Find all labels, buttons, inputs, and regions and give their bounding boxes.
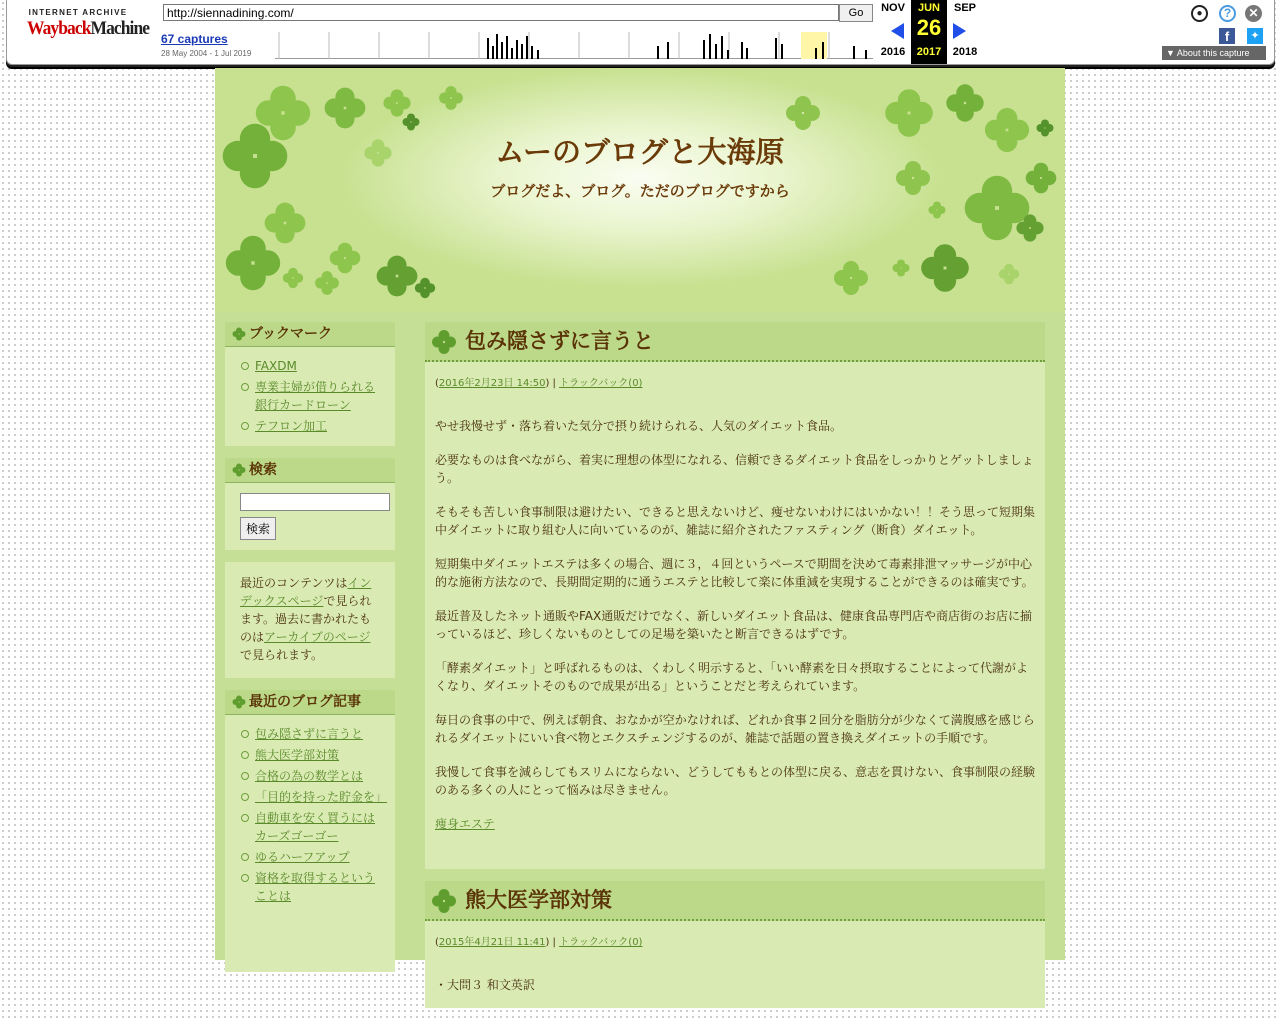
entry-date-link[interactable]: 2015年4月21日 11:41: [438, 937, 546, 948]
list-item: [225, 788, 395, 806]
entry-paragraph: 短期集中ダイエットエステは多くの場合、週に３，４回というペースで期間を決めて毒素排泄マッサージが中心的な施術方法なので、長期間定期的に通うエステと比較して楽に体重減を実現することができるのは確実です。: [435, 557, 1034, 589]
help-icon[interactable]: ?: [1219, 5, 1236, 22]
next-month-col[interactable]: [947, 0, 983, 58]
prev-capture-arrow-icon[interactable]: [891, 23, 904, 39]
entry-body: [425, 389, 1045, 869]
search-input[interactable]: [240, 493, 390, 511]
wayback-toolbar: [6, 0, 1275, 65]
user-icon[interactable]: ●: [1191, 5, 1208, 22]
meta-separator: |: [549, 378, 560, 389]
list-item: [225, 417, 395, 435]
twitter-icon[interactable]: ✦: [1247, 28, 1263, 44]
sidebar-divider: [225, 550, 395, 562]
entry-paragraph: 我慢して食事を減らしてもスリムにならない、どうしてももとの体型に戻る、意志を貫けない、食事制限の経験のある多くの人にとって悩みは尽きません。: [435, 765, 1036, 797]
sidebar-divider: [225, 446, 395, 458]
bookmarks-title: ブックマーク: [249, 326, 333, 342]
entry-meta: (2016年2月23日 14:50) | トラックバック(0): [435, 378, 643, 389]
captures-link[interactable]: 67 captures: [161, 32, 228, 46]
archive-text: で見られます。: [240, 648, 324, 662]
entry-date-link[interactable]: 2016年2月23日 14:50: [438, 378, 546, 389]
list-item: [225, 767, 395, 785]
next-year: 2018: [952, 46, 978, 58]
list-item: [225, 357, 395, 375]
recent-post-link[interactable]: 包み隠さずに言うと: [255, 727, 364, 741]
recent-post-link[interactable]: 合格の為の数学とは: [255, 769, 364, 783]
recent-post-link[interactable]: ゆるハーフアップ: [255, 850, 350, 864]
prev-year: 2016: [880, 46, 906, 58]
entry-title[interactable]: 熊大医学部対策: [465, 888, 612, 912]
trackback-link[interactable]: トラックバック(0): [559, 937, 643, 948]
clover-icon: [232, 695, 246, 709]
recent-post-link[interactable]: 「目的を持った貯金を」: [255, 790, 388, 804]
current-year: 2017: [916, 46, 942, 58]
capture-sparkline[interactable]: [275, 32, 873, 59]
entry-meta: (2015年4月21日 11:41) | トラックバック(0): [435, 937, 643, 948]
clover-icon: [232, 463, 246, 477]
prev-month: NOV: [881, 2, 905, 14]
entry-paragraph: ・大問３ 和文英訳: [435, 978, 535, 992]
about-capture-button[interactable]: ▼ About this capture: [1162, 46, 1266, 60]
current-day: 26: [916, 15, 942, 40]
entry-paragraph: そもそも苦しい食事制限は避けたい、できると思えないけど、痩せないわけにはいかない！！そう思って短期集中ダイエットに取り組む人に向いているのが、雑誌に紹介されたファスティング（断食）ダイエット。: [435, 505, 1036, 537]
main-content: [425, 322, 1045, 1020]
clover-icon: [431, 888, 457, 914]
recent-post-link[interactable]: 資格を取得するということは: [255, 871, 376, 903]
next-month: SEP: [953, 2, 976, 14]
blog-entry: [425, 881, 1045, 1008]
entry-paragraph: やせ我慢せず・落ち着いた気分で摂り続けられる、人気のダイエット食品。: [435, 419, 843, 433]
current-month: JUN: [917, 2, 940, 14]
site-banner: [215, 68, 1065, 312]
about-capture-label: About this capture: [1176, 48, 1250, 58]
wayback-logo-main: [27, 18, 150, 40]
list-item: [225, 725, 395, 743]
wayback-logo-top: INTERNET ARCHIVE: [28, 8, 128, 17]
index-page-link[interactable]: インデックスページ: [240, 576, 372, 608]
next-capture-arrow-icon[interactable]: [953, 23, 966, 39]
list-item: [225, 869, 395, 905]
wayback-logo[interactable]: [27, 8, 150, 48]
list-item: [225, 378, 395, 414]
entry-paragraph: 「酵素ダイエット」と呼ばれるものは、くわしく明示すると、「いい酵素を日々摂取することによって代謝がよくなり、ダイエットそのもので成果が出る」ということだと考えられています。: [435, 661, 1029, 693]
wayback-url-input[interactable]: [163, 4, 839, 21]
entry-spacer: [435, 833, 1035, 855]
entry-paragraph: 毎日の食事の中で、例えば朝食、おなかが空かなければ、どれか食事２回分を脂肪分が少なくて満腹感を感じられるダイエットにいい食べ物とエクスチェンジするのが、雑誌で話題の置き換えダイエットの手順です。: [435, 713, 1035, 745]
bookmark-link[interactable]: 専業主婦が借りられる銀行カードローン: [255, 380, 376, 412]
recent-posts-title: 最近のブログ記事: [249, 694, 361, 710]
entry-heading: [425, 881, 1045, 921]
search-button[interactable]: 検索: [240, 517, 276, 540]
sidebar: [225, 322, 395, 972]
recent-posts-list: [225, 715, 395, 916]
search-title: 検索: [249, 462, 277, 478]
archive-text: で見られます。過去に書かれたものは: [240, 594, 372, 644]
bookmark-link[interactable]: テフロン加工: [255, 419, 328, 433]
entry-paragraph: 最近普及したネット通販やFAX通販だけでなく、新しいダイエット食品は、健康食品専門店や商店街のお店に揃っているほど、珍しくないものとしての足場を築いたと断言できるはずです。: [435, 609, 1033, 641]
entry-title[interactable]: 包み隠さずに言うと: [465, 329, 654, 353]
bookmarks-heading: [225, 322, 395, 347]
list-item: [225, 746, 395, 764]
search-form: [225, 483, 395, 550]
meta-separator: |: [549, 937, 560, 948]
recent-posts-heading: [225, 690, 395, 715]
list-item: [225, 809, 395, 845]
search-heading: [225, 458, 395, 483]
current-capture-date: [911, 0, 947, 64]
list-item: [225, 848, 395, 866]
recent-post-link[interactable]: 自動車を安く買うにはカーズゴーゴー: [255, 811, 376, 843]
prev-month-col[interactable]: [875, 0, 911, 58]
wayback-logo-word-a: Wayback: [27, 18, 91, 39]
entry-paragraph: 必要なものは食べながら、着実に理想の体型になれる、信頼できるダイエット食品をしっかりとゲットしましょう。: [435, 453, 1034, 485]
capture-date-range: 28 May 2004 - 1 Jul 2019: [161, 49, 252, 58]
archive-text: 最近のコンテンツは: [240, 576, 348, 590]
archive-page-link[interactable]: アーカイブのページ: [264, 630, 371, 644]
wayback-logo-word-b: Machine: [90, 18, 150, 39]
trackback-link[interactable]: トラックバック(0): [559, 378, 643, 389]
blog-entry: [425, 322, 1045, 869]
entry-heading: [425, 322, 1045, 362]
wayback-go-button[interactable]: Go: [839, 4, 873, 22]
clover-icon: [431, 329, 457, 355]
bookmark-link[interactable]: FAXDM: [255, 359, 297, 373]
sidebar-divider: [225, 678, 395, 690]
entry-body: [425, 948, 1045, 1008]
site-title[interactable]: ムーのブログと大海原: [495, 135, 785, 169]
facebook-icon[interactable]: f: [1219, 28, 1235, 44]
entry-link[interactable]: 痩身エステ: [435, 817, 495, 831]
bookmarks-list: [225, 347, 395, 446]
blog-page: [215, 68, 1065, 992]
entry-link-paragraph: [435, 815, 1035, 833]
close-icon[interactable]: ✕: [1245, 5, 1262, 22]
site-description: ブログだよ、ブログ。ただのブログですから: [490, 182, 790, 200]
recent-post-link[interactable]: 熊大医学部対策: [255, 748, 340, 762]
archive-info: [225, 562, 395, 678]
clover-icon: [232, 327, 246, 341]
